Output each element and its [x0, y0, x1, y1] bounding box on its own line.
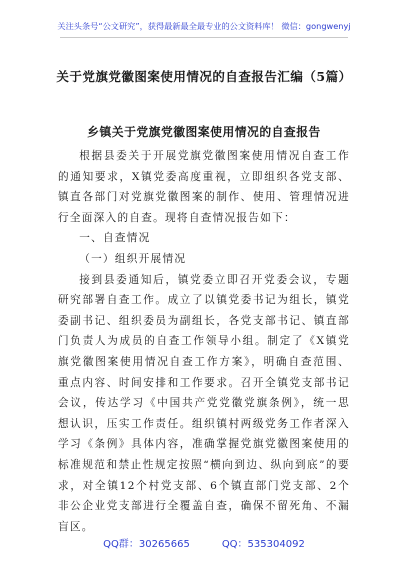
section-title: 乡镇关于党旗党徽图案使用情况的自查报告 [87, 125, 321, 139]
body-paragraph: 接到县委通知后，镇党委立即召开党委会议，专题研究部署自查工作。成立了以镇党委书记为组长，镇党委副书记、组织委员为副组长，各党支部书记、镇直部门负责人为成员的自查工作领导小组。制定了《X镇党旗党徽图案使用情况自查工作方案》，明确自查范围、重点内容、时间安排和工作要求。召开全镇党支部书记会议，传达学习《中国共产党党徽党旗条例》，统一思想认识，压实工作责任。组织镇村两级党务工作者深入学习《条例》具体内容，准确掌握党旗党徽图案使用的标准规范和禁止性规定按照“横向到边、纵向到底”的要求，对全镇12个村党支部、6个镇直部门党支部、2个非公企业党支部进行全覆盖自查，确保不留死角、不漏盲区。 [58, 273, 350, 533]
footer-contact [0, 535, 408, 550]
document-title: 关于党旗党徽图案使用情况的自查报告汇编（5篇） [56, 69, 352, 84]
body-paragraph: 根据县委关于开展党旗党徽图案使用情况自查工作的通知要求，X镇党委高度重视，立即组织各党支部、镇直各部门对党旗党徽图案的制作、使用、管理情况进行全面深入的自查。现将自查情况报告如下： [58, 150, 350, 224]
body-heading-level2: （一）组织开展情况 [79, 252, 187, 265]
document-body [58, 146, 350, 537]
body-heading-level1: 一、自查情况 [79, 232, 151, 245]
footer-qq-group: QQ群：30265665 [103, 539, 190, 550]
header-divider [60, 37, 348, 38]
header-notice: 关注头条号“公文研究”，获得最新最全最专业的公文资料库！ 微信：gongwenyj [57, 21, 351, 31]
footer-qq-number: QQ：535304092 [221, 539, 305, 550]
